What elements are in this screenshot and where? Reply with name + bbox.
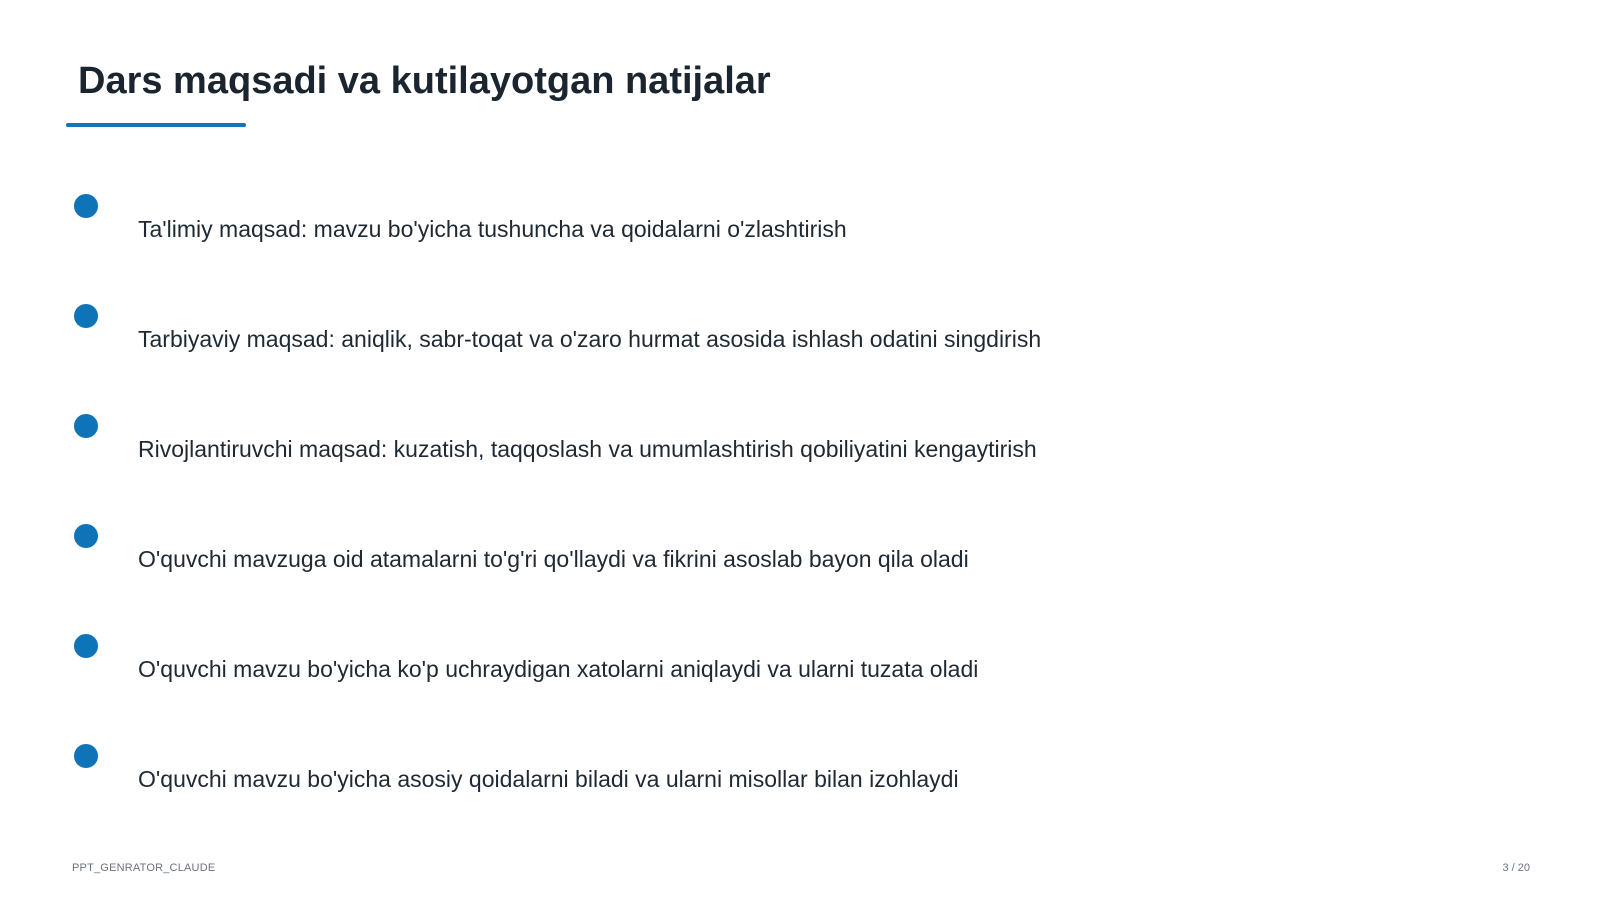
list-item-text: Rivojlantiruvchi maqsad: kuzatish, taqqoslash va umumlashtirish qobiliyatini kengaytirish [138, 436, 1037, 462]
bullet-dot-icon [74, 304, 98, 328]
list-item-text: O'quvchi mavzu bo'yicha asosiy qoidalarni biladi va ularni misollar bilan izohlaydi [138, 766, 959, 792]
bullet-dot-icon [74, 194, 98, 218]
title-underline [66, 123, 246, 127]
list-item-text: O'quvchi mavzu bo'yicha ko'p uchraydigan xatolarni aniqlaydi va ularni tuzata oladi [138, 656, 979, 682]
list-item [0, 194, 1300, 274]
list-item [0, 744, 1300, 824]
list-item-text: O'quvchi mavzuga oid atamalarni to'g'ri qo'llaydi va fikrini asoslab bayon qila oladi [138, 546, 969, 572]
footer-source-label: PPT_GENRATOR_CLAUDE [72, 862, 216, 874]
list-item [0, 524, 1300, 604]
bullet-dot-icon [74, 634, 98, 658]
list-item [0, 304, 1300, 384]
list-item [0, 414, 1300, 494]
list-item-text: Tarbiyaviy maqsad: aniqlik, sabr-toqat va o'zaro hurmat asosida ishlash odatini singdirish [138, 326, 1042, 352]
page-number: 3 / 20 [1502, 862, 1530, 874]
list-item-text: Ta'limiy maqsad: mavzu bo'yicha tushuncha va qoidalarni o'zlashtirish [138, 216, 847, 242]
bullet-dot-icon [74, 414, 98, 438]
list-item [0, 634, 1300, 714]
bullet-dot-icon [74, 524, 98, 548]
page-title: Dars maqsadi va kutilayotgan natijalar [78, 60, 771, 102]
bullet-dot-icon [74, 744, 98, 768]
